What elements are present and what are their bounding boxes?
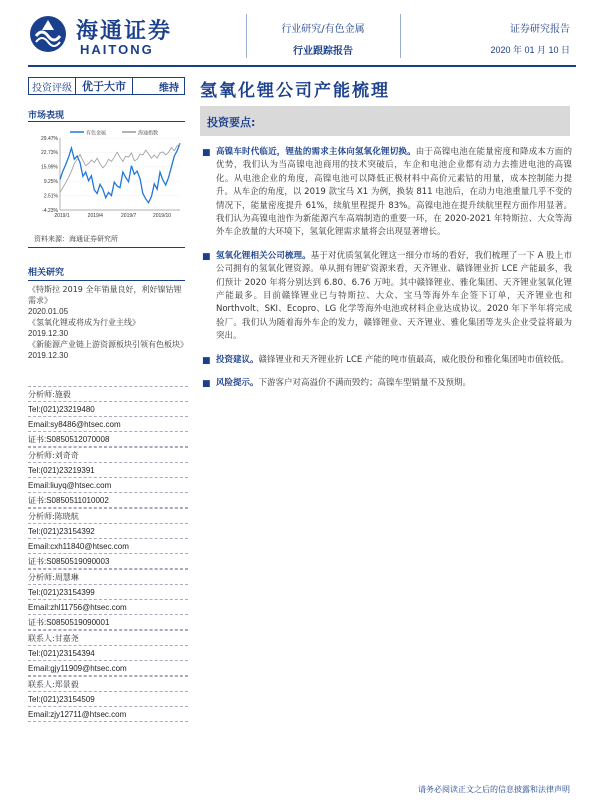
report-category: 行业研究/有色金属 — [281, 24, 365, 35]
company-logo — [28, 12, 188, 62]
key-point — [200, 250, 572, 344]
report-date: 2020 年 01 月 10 日 — [490, 45, 570, 55]
analyst-cert: 证书:S0850511010002 — [28, 492, 188, 507]
contact-email[interactable]: Email:gjy11909@htsec.com — [28, 660, 188, 675]
contact-name: 联系人:甘嘉尧 — [28, 630, 188, 645]
header-divider — [400, 14, 401, 58]
analyst-email[interactable]: Email:sy8486@htsec.com — [28, 416, 188, 431]
related-item[interactable] — [28, 339, 188, 361]
related-item-title: 《新能源产业链上游资源板块引领有色板块》 — [28, 340, 188, 349]
section-rule — [28, 121, 185, 122]
analyst-name: 分析师:周慧琳 — [28, 569, 188, 584]
key-point-text: 由于高镍电池在能量密度和降成本方面的优势，我们认为当高镍电池商用的技术突破后，车企和电池企业都有动力去推进电池的高镍化。从电池企业的角度，高镍电池可以降低正极材料中高价元素钴的用量，成本控制能力提升。从车企的角度，以 2019 款宝马 X1 为例，换装 811 电池后，在动力电池重量几乎不变的情况下，能量密度提升 61%，续航里程提升 83%。高镍电池在提升续航里程方面作用显著。我们认为高镍电池作为新能源汽车高端制造的重要一环，在 2020-2021 年特斯拉、大众等海外车企放量的大环境下，氢氧化锂需求量将会出现显著增长。 — [216, 147, 572, 238]
analyst-cert: 证书:S0850519090001 — [28, 614, 188, 629]
chart-source: 资料来源：海通证券研究所 — [34, 235, 118, 243]
y-tick-label: 9.25% — [43, 179, 58, 185]
key-point — [200, 377, 572, 390]
doc-type: 证券研究报告 — [510, 24, 570, 35]
related-item-date: 2019.12.30 — [28, 329, 69, 338]
logo-text-cn: 海通证券 — [76, 18, 173, 44]
analyst-card — [28, 569, 188, 630]
y-tick-label: 22.73% — [41, 150, 58, 157]
analyst-name: 分析师:刘奇奇 — [28, 447, 188, 462]
x-tick-label: 2019/7 — [121, 213, 137, 219]
contact-card — [28, 676, 188, 722]
bullet-icon: ■ — [202, 379, 211, 390]
section-rule — [28, 280, 185, 281]
key-point-lead: 氢氧化锂相关公司梳理。 — [216, 250, 311, 261]
y-tick-label: -4.23% — [42, 207, 58, 214]
analyst-card — [28, 386, 188, 447]
key-points-header — [200, 106, 570, 136]
analyst-list — [28, 386, 188, 722]
related-item-date: 2020.01.05 — [28, 307, 69, 316]
analyst-tel: Tel:(021)23219391 — [28, 462, 188, 477]
legend-label: 有色金属 — [86, 130, 107, 137]
key-points-list — [200, 146, 572, 401]
contact-tel: Tel:(021)23154509 — [28, 691, 188, 706]
header-middle — [248, 20, 398, 57]
key-point-text: 下游客户对高溢价不满而毁约；高镍车型销量不及预期。 — [258, 378, 472, 389]
related-item-title: 《氢氧化锂或将成为行业主线》 — [28, 318, 140, 327]
related-item-title: 《特斯拉 2019 全年销量良好，利好镍钴锂需求》 — [28, 285, 182, 305]
page-header — [0, 0, 600, 66]
rating-change: 维持 — [159, 82, 179, 94]
bullet-icon: ■ — [202, 251, 211, 262]
x-tick-label: 2019/10 — [152, 213, 172, 219]
analyst-tel: Tel:(021)23154392 — [28, 523, 188, 538]
bullet-icon: ■ — [202, 148, 211, 158]
key-point-text: 基于对优质氢氧化锂这一细分市场的看好，我们梳理了一下 A 股上市公司拥有的氢氧化锂资源。单从拥有锂矿资源来看，天齐锂业、赣锋锂业折 LCE 产能最多，我们预计 2020 年将分别达到 6.80、6.76 万吨。其中赣锋锂业、雅化集团、天齐锂业氢氧化锂产能最多。目前赣锋锂业已与特斯拉、大众、宝马等海外车企签下订单，天齐锂业也和 Northvolt、SKI、Ecopro、LG 化学等海外电池或材料企业达成协议。2020 年下半年将完成验厂。我们认为随着海外车企的发力，赣锋锂业、天齐锂业、雅化集团等龙头企业受益将最为突出。 — [216, 250, 572, 342]
analyst-card — [28, 447, 188, 508]
rating-label: 投资评级 — [29, 78, 76, 94]
bullet-icon: ■ — [202, 355, 211, 366]
market-section-title: 市场表现 — [28, 111, 65, 121]
report-type: 行业跟踪报告 — [293, 46, 353, 57]
contact-email[interactable]: Email:zjy12711@htsec.com — [28, 706, 188, 721]
rating-value: 优于大市 — [76, 78, 133, 94]
contact-tel: Tel:(021)23154394 — [28, 645, 188, 660]
report-title: 氢氧化锂公司产能梳理 — [200, 81, 390, 101]
contact-card — [28, 630, 188, 676]
related-research — [28, 265, 188, 361]
key-point-lead: 风险提示。 — [216, 378, 259, 389]
header-divider — [246, 14, 247, 58]
related-item[interactable] — [28, 317, 188, 339]
related-section-title: 相关研究 — [28, 268, 65, 278]
y-tick-label: 15.99% — [41, 164, 58, 171]
legend-label: 海通指数 — [138, 130, 159, 137]
analyst-email[interactable]: Email:liuyq@htsec.com — [28, 477, 188, 492]
x-tick-label: 2019/1 — [54, 213, 70, 219]
key-point — [200, 354, 572, 367]
analyst-name: 分析师:施毅 — [28, 386, 188, 401]
contact-name: 联系人:郑景毅 — [28, 676, 188, 691]
analyst-cert: 证书:S0850512070008 — [28, 431, 188, 446]
key-point-text: 赣锋锂业和天齐锂业折 LCE 产能的吨市值最高，威化股份和雅化集团吨市值较低。 — [258, 354, 569, 365]
related-item-date: 2019.12.30 — [28, 351, 69, 360]
key-point-lead: 投资建议。 — [216, 354, 259, 365]
analyst-name: 分析师:陈晓航 — [28, 508, 188, 523]
analyst-tel: Tel:(021)23219480 — [28, 401, 188, 416]
section-rule — [28, 247, 185, 248]
key-point-lead: 高镍车时代临近，锂盐的需求主体向氢氧化锂切换。 — [216, 147, 416, 157]
logo-text-en: HAITONG — [80, 42, 154, 57]
analyst-cert: 证书:S0850519090003 — [28, 553, 188, 568]
key-points-title: 投资要点: — [207, 116, 256, 129]
haitong-logo-icon — [28, 14, 68, 54]
y-tick-label: 2.51% — [43, 193, 58, 200]
analyst-email[interactable]: Email:zhl11756@htsec.com — [28, 599, 188, 614]
rating-box — [28, 77, 185, 95]
header-rule — [28, 65, 576, 67]
analyst-email[interactable]: Email:cxh11840@htsec.com — [28, 538, 188, 553]
key-point — [200, 146, 572, 240]
related-item[interactable] — [28, 284, 188, 317]
header-right — [450, 20, 570, 56]
analyst-tel: Tel:(021)23154399 — [28, 584, 188, 599]
analyst-card — [28, 508, 188, 569]
market-performance-chart — [30, 128, 185, 220]
y-tick-label: 29.47% — [41, 135, 58, 142]
disclaimer-footer: 请务必阅读正文之后的信息披露和法律声明 — [418, 785, 570, 794]
x-tick-label: 2019/4 — [87, 213, 103, 219]
